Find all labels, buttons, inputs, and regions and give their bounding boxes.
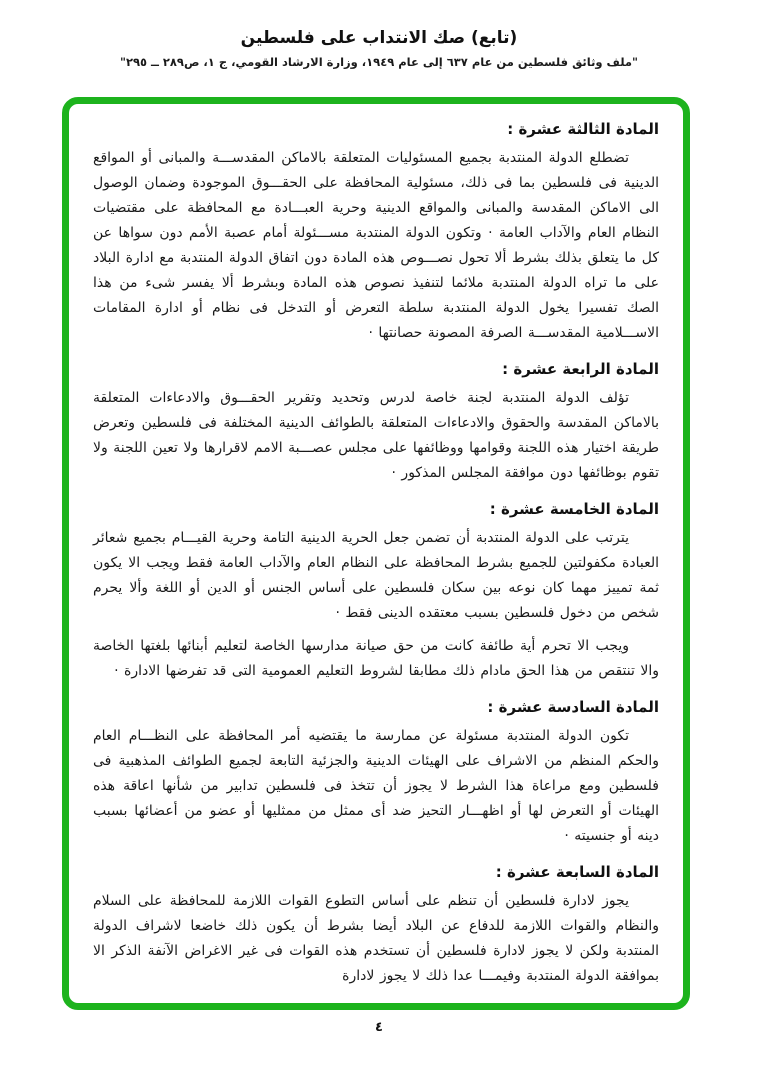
article-section — [93, 863, 659, 989]
article-section — [93, 120, 659, 346]
article-paragraph: تكون الدولة المنتدبة مسئولة عن ممارسة ما يقتضيه أمر المحافظة على النظـــام العام والحكم المنظم من الاشراف على الهيئات الدينية والجزئية التابعة لجميع الطوائف المذهبية فى فلسطين ومع مراعاة هذا الشرط لا يجوز أن تتخذ فى فلسطين تدابير من شأنها اعاقة هذه الهيئات أو التعرض لها أو اظهـــار التحيز ضد أى ممثل من ممثليها أو عضو من أعضائها بسبب دينه أو جنسيته · — [93, 728, 659, 844]
document-header — [0, 28, 758, 69]
source-citation: "ملف وثائق فلسطين من عام ٦٣٧ إلى عام ١٩٤٩، وزارة الارشاد القومي، ج ١، ص٢٨٩ ــ ٢٩٥" — [119, 55, 639, 69]
article-paragraph: يجوز لادارة فلسطين أن تنظم على أساس التطوع القوات اللازمة للمحافظة على السلام والنظام والقوات اللازمة للدفاع عن البلاد أيضا بشرط أن يكون ذلك خاضعا لاشراف الدولة المنتدبة ولكن لا يجوز لادارة فلسطين أن تستخدم هذه القوات فى غير الاغراض الآنفة الذكر الا بموافقة الدولة المنتدبة وفيمـــا عدا ذلك لا يجوز لادارة — [93, 893, 659, 984]
article-paragraph: تؤلف الدولة المنتدبة لجنة خاصة لدرس وتحديد وتقرير الحقـــوق والادعاءات المتعلقة بالاماكن المقدسة والحقوق والادعاءات المتعلقة بالطوائف الدينية المختلفة فى فلسطين وتعرض طريقة اختيار هذه اللجنة وقوامها ووظائفها على مجلس عصـــبة الامم لاقرارها ولا تعين اللجنة ولا تقوم بوظائفها دون موافقة المجلس المذكور · — [93, 390, 659, 481]
article-heading: المادة الثالثة عشرة : — [507, 120, 659, 138]
article-heading: المادة السادسة عشرة : — [487, 698, 659, 716]
article-section — [93, 500, 659, 684]
page-title: (تابع) صك الانتداب على فلسطين — [240, 28, 518, 48]
article-section — [93, 698, 659, 849]
articles-container — [93, 120, 659, 989]
article-paragraph: ويجب الا تحرم أية طائفة كانت من حق صيانة مدارسها الخاصة لتعليم أبنائها بلغتها الخاصة والا تنتقص من هذا الحق مادام ذلك مطابقا لشروط التعليم العمومية التى قد تفرضها الادارة · — [93, 638, 659, 679]
page-number: ٤ — [375, 1020, 383, 1035]
article-heading: المادة الرابعة عشرة : — [502, 360, 659, 378]
article-heading: المادة الخامسة عشرة : — [489, 500, 659, 518]
article-section — [93, 360, 659, 486]
article-heading: المادة السابعة عشرة : — [495, 863, 659, 881]
document-border-frame — [62, 97, 690, 1010]
article-paragraph: تضطلع الدولة المنتدبة بجميع المسئوليات المتعلقة بالاماكن المقدســـة والمبانى أو المواقع الدينية فى فلسطين بما فى ذلك، مسئولية المحافظة على الحقـــوق الموجودة وضمان الوصول الى الاماكن المقدسة والمبانى والمواقع الدينية وحرية العبـــادة مع المحافظة على مقتضيات النظام العام والآداب العامة · وتكون الدولة المنتدبة مســـئولة أمام عصبة الأمم دون سواها عن كل ما يتعلق بذلك بشرط ألا تحول نصـــوص هذه المادة دون اتفاق الدولة المنتدبة مع ادارة البلاد على ما تراه الدولة المنتدبة ملائما لتنفيذ نصوص هذه المادة وبشرط ألا يفسر شىء من هذا الصك تفسيرا يخول الدولة المنتدبة سلطة التعرض أو التدخل فى نظام أو ادارة المقامات الاســـلامية المقدســـة الصرفة المصونة حصانتها · — [93, 150, 659, 341]
article-paragraph: يترتب على الدولة المنتدبة أن تضمن جعل الحرية الدينية التامة وحرية القيـــام بجميع شعائر العبادة مكفولتين للجميع بشرط المحافظة على النظام العام والآداب العامة فقط ويجب الا يكون ثمة تمييز مهما كان نوعه بين سكان فلسطين على أساس الجنس أو الدين أو اللغة وألا يحرم شخص من دخول فلسطين بسبب معتقده الدينى فقط · — [93, 530, 659, 621]
